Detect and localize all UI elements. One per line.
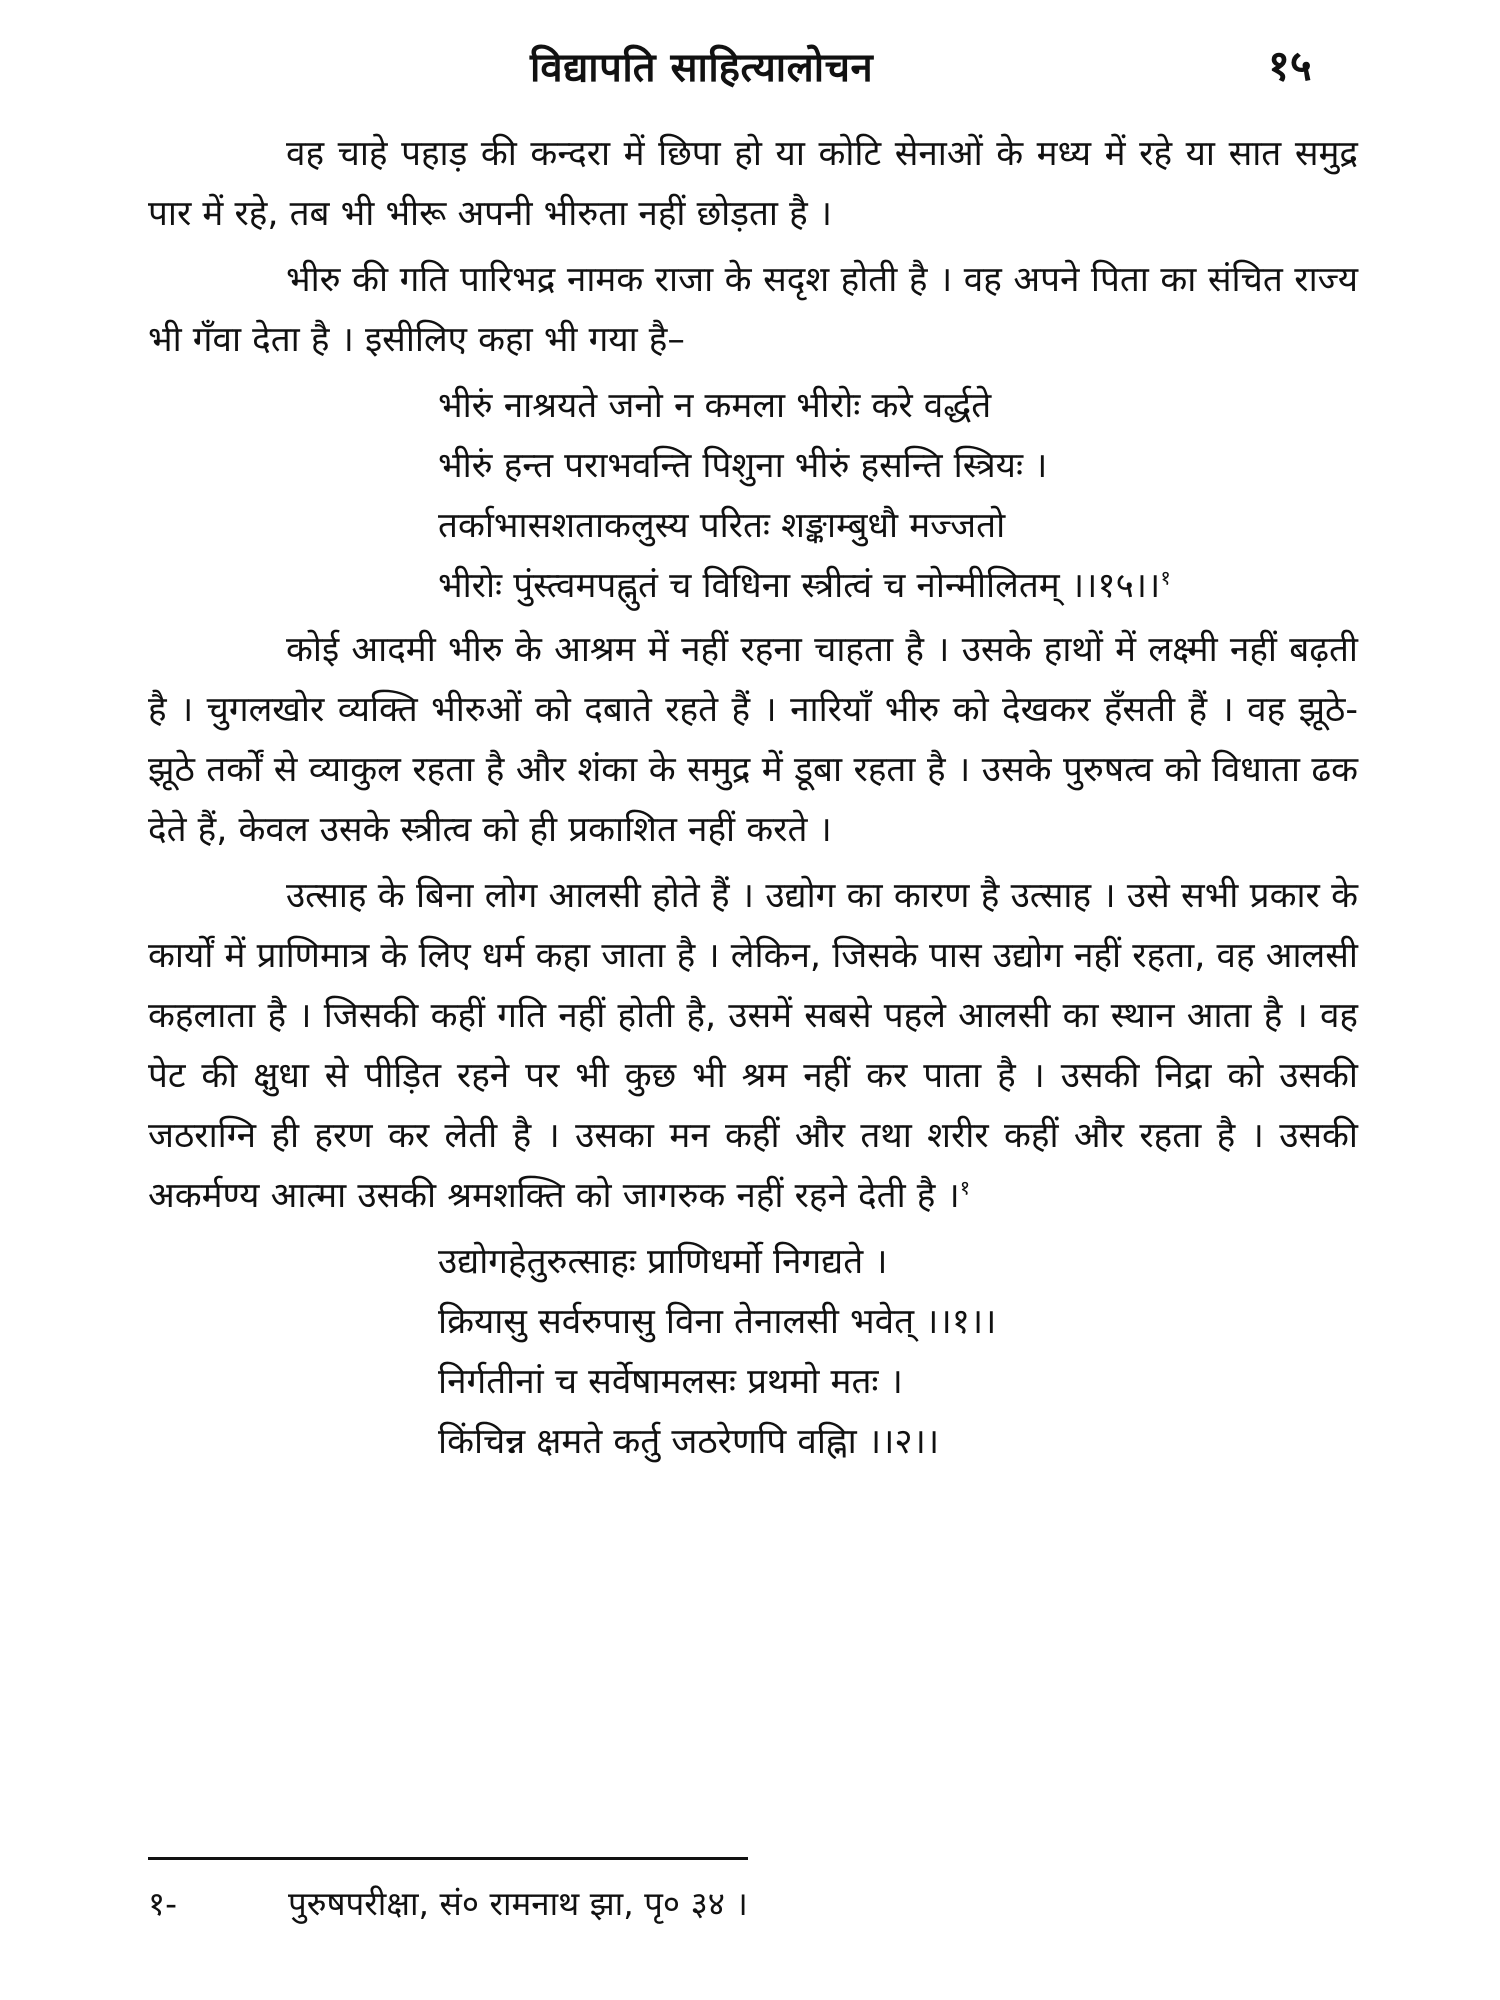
footnote: [148, 1880, 748, 1925]
verse-1-line-4: [438, 556, 1358, 616]
footnote-text: पुरुषपरीक्षा, सं० रामनाथ झा, पृ० ३४ ।: [288, 1884, 748, 1923]
running-header-title: विद्यापति साहित्यालोचन: [530, 45, 874, 91]
verse-block-2: [148, 1232, 1358, 1472]
body-text: [148, 124, 1358, 1476]
footnote-divider: [148, 1857, 748, 1860]
footnote-ref-2: १: [959, 1175, 971, 1200]
footnote-ref-1: १: [1160, 565, 1171, 590]
verse-2-line-4: किंचिन्न क्षमते कर्तु जठरेणपि वह्निा ।।२।।: [438, 1422, 940, 1462]
footnote-marker: १-: [148, 1884, 178, 1923]
paragraph-3: कोई आदमी भीरु के आश्रम में नहीं रहना चाहता है । उसके हाथों में लक्ष्मी नहीं बढ़ती है । चुगलखोर व्यक्ति भीरुओं को दबाते रहते हैं । नारियाँ भीरु को देखकर हँसती हैं । वह झूठे-झूठे तर्कों से व्याकुल रहता है और शंका के समुद्र में डूबा रहता है । उसके पुरुषत्व को विधाता ढक देते हैं, केवल उसके स्त्रीत्व को ही प्रकाशित नहीं करते ।: [148, 630, 1358, 850]
verse-2-line-1: उद्योगहेतुरुत्साहः प्राणिधर्मो निगद्यते ।: [438, 1242, 888, 1282]
paragraph-4-text: उत्साह के बिना लोग आलसी होते हैं । उद्योग का कारण है उत्साह । उसे सभी प्रकार के कार्यों में प्राणिमात्र के लिए धर्म कहा जाता है । लेकिन, जिसके पास उद्योग नहीं रहता, वह आलसी कहलाता है । जिसकी कहीं गति नहीं होती है, उसमें सबसे पहले आलसी का स्थान आता है । वह पेट की क्षुधा से पीड़ित रहने पर भी कुछ भी श्रम नहीं कर पाता है । उसकी निद्रा को उसकी जठराग्नि ही हरण कर लेती है । उसका मन कहीं और तथा शरीर कहीं और रहता है । उसकी अकर्मण्य आत्मा उसकी श्रमशक्ति को जागरुक नहीं रहने देती है ।: [148, 876, 1358, 1216]
verse-1-line-3: तर्काभासशताकलुस्य परितः शङ्काम्बुधौ मज्जतो: [438, 506, 1006, 546]
verse-2-line-3: निर्गतीनां च सर्वेषामलसः प्रथमो मतः ।: [438, 1362, 903, 1402]
paragraph-4: [148, 866, 1358, 1226]
verse-2-line-2: क्रियासु सर्वरुपासु विना तेनालसी भवेत् ।।१।।: [438, 1302, 997, 1342]
verse-1-line-2: भीरुं हन्त पराभवन्ति पिशुना भीरुं हसन्ति स्त्रियः ।: [438, 446, 1048, 486]
paragraph-1: वह चाहे पहाड़ की कन्दरा में छिपा हो या कोटि सेनाओं के मध्य में रहे या सात समुद्र पार में रहे, तब भी भीरू अपनी भीरुता नहीं छोड़ता है ।: [148, 134, 1358, 234]
verse-1-line-1: भीरुं नाश्रयते जनो न कमला भीरोः करे वर्द्धते: [438, 386, 992, 426]
paragraph-2: भीरु की गति पारिभद्र नामक राजा के सदृश होती है । वह अपने पिता का संचित राज्य भी गँवा देता है । इसीलिए कहा भी गया है–: [148, 260, 1358, 360]
verse-1-line-4-text: भीरोः पुंस्त्वमपह्नुतं च विधिना स्त्रीत्वं च नोन्मीलितम् ।।१५।।: [438, 566, 1161, 606]
verse-block-1: [148, 376, 1358, 616]
page-number: १५: [1268, 41, 1312, 90]
